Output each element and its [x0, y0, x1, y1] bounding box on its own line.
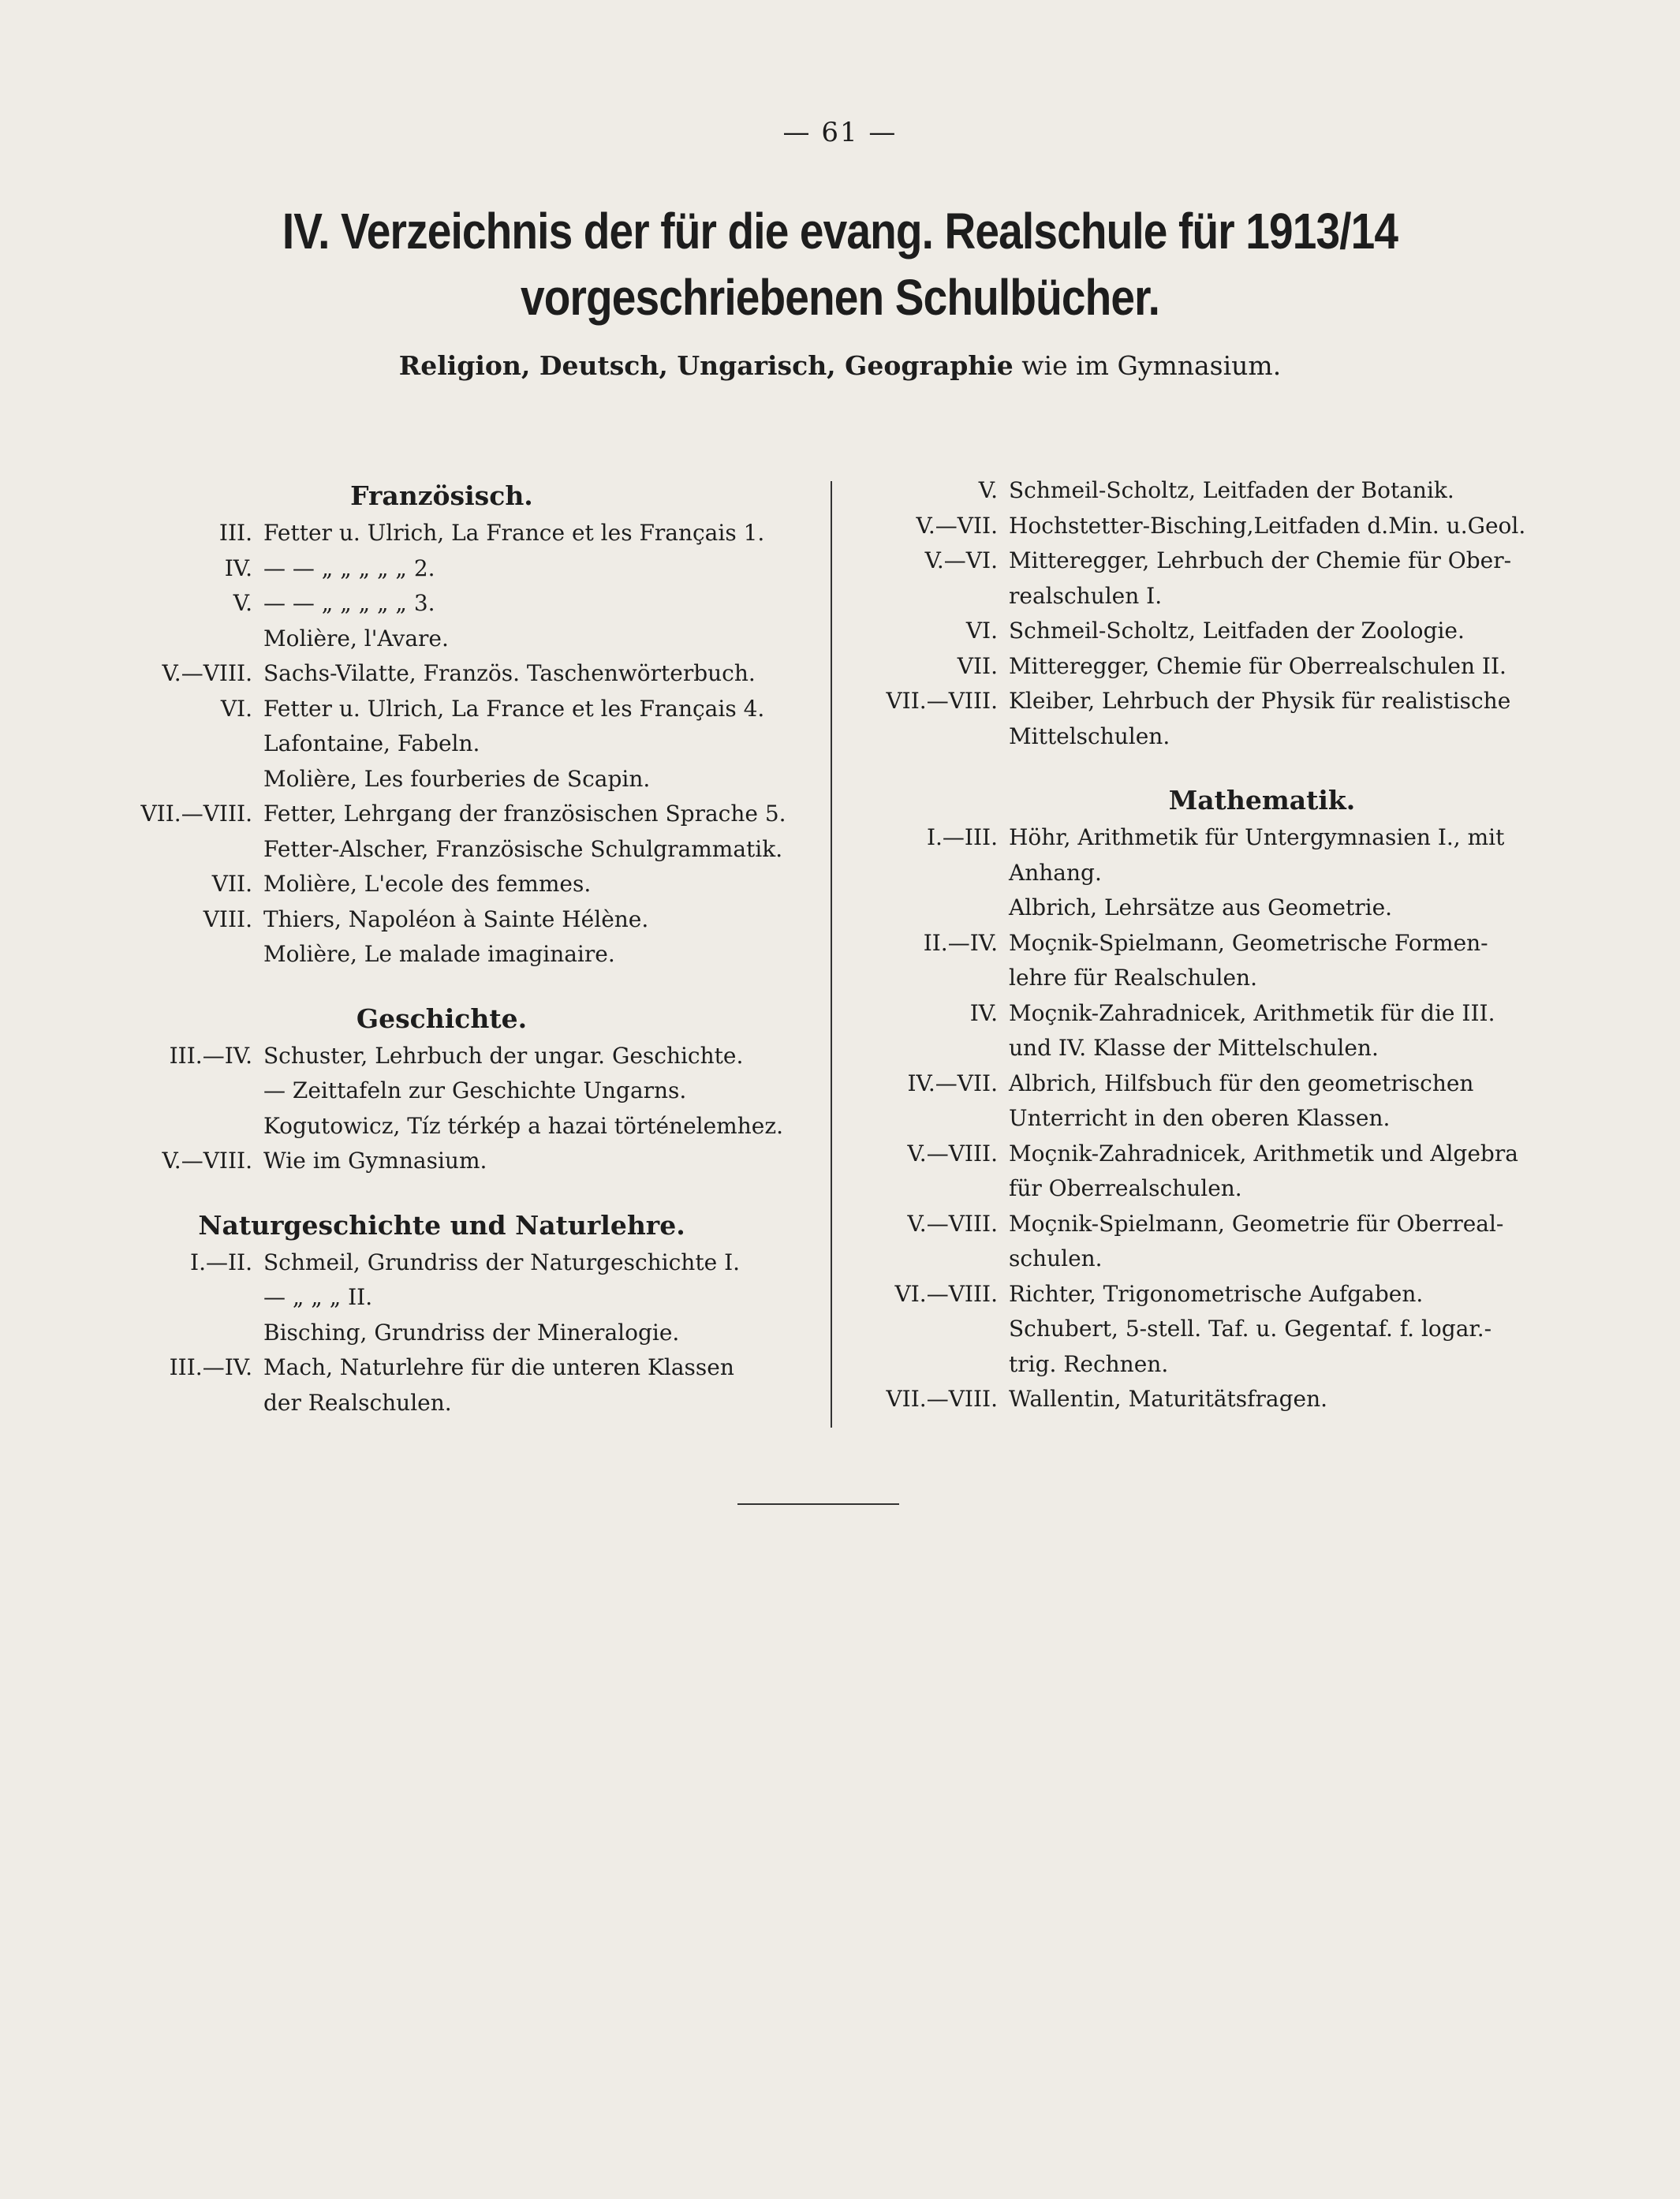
list-item — [848, 1277, 1574, 1312]
class-range: V.—VIII. — [907, 1210, 998, 1237]
class-range — [118, 622, 263, 657]
class-range: VI. — [965, 618, 998, 644]
subtitle-subjects: Religion, Deutsch, Ungarisch, Geographie — [398, 350, 1014, 381]
class-range — [848, 1312, 1009, 1382]
class-range: VI. — [220, 695, 252, 722]
list-item — [848, 926, 1574, 996]
class-range: V.—VIII. — [162, 660, 252, 686]
book-entry: Mitteregger, Lehrbuch der Chemie für Ober- realschulen I. — [1009, 547, 1512, 609]
title-line-2: vorgeschriebenen Schulbücher. — [520, 269, 1160, 326]
class-range: V.—VIII. — [162, 1148, 252, 1174]
class-range: VII. — [957, 652, 998, 679]
book-entry: Schuster, Lehrbuch der ungar. Geschichte. — [263, 1042, 744, 1069]
book-entry: Richter, Trigonometrische Aufgaben. — [1009, 1280, 1424, 1307]
book-entry: Schmeil-Scholtz, Leitfaden der Botanik. — [1009, 477, 1454, 503]
list-item — [848, 684, 1574, 754]
book-entry: Moçnik-Zahradnicek, Arithmetik und Algebra für Oberrealschulen. — [1009, 1140, 1518, 1201]
book-entry: Lafontaine, Fabeln. — [263, 730, 480, 756]
class-range: VII.—VIII. — [886, 1386, 998, 1412]
list-item — [118, 622, 812, 657]
end-rule — [737, 1503, 899, 1505]
section-geschichte — [118, 1039, 812, 1179]
book-entry: Bisching, Grundriss der Mineralogie. — [263, 1319, 680, 1346]
book-entry: Moçnik-Spielmann, Geometrie für Oberreal- schulen. — [1009, 1210, 1504, 1271]
class-range: II.—IV. — [923, 929, 998, 956]
class-range: VII.—VIII. — [886, 688, 998, 714]
class-range — [118, 726, 263, 762]
list-item — [118, 797, 812, 832]
list-item — [118, 902, 812, 938]
class-range — [118, 937, 263, 973]
book-entry: Schmeil-Scholtz, Leitfaden der Zoologie. — [1009, 618, 1465, 644]
list-item — [118, 1316, 812, 1351]
list-item — [118, 726, 812, 762]
section-natur — [118, 1245, 812, 1421]
class-range: V.—VI. — [924, 547, 998, 573]
class-range: V. — [978, 477, 998, 503]
list-item — [118, 516, 812, 551]
book-entry: — „ „ „ II. — [263, 1284, 373, 1310]
list-item — [118, 1073, 812, 1109]
book-entry: Molière, L'ecole des femmes. — [263, 871, 592, 897]
list-item — [118, 586, 812, 622]
book-entry: Mitteregger, Chemie für Oberrealschulen II. — [1009, 652, 1506, 679]
class-range — [118, 1073, 263, 1109]
class-range — [118, 762, 263, 797]
book-entry: Fetter u. Ulrich, La France et les Français 1. — [263, 520, 765, 546]
book-entry: Fetter, Lehrgang der französischen Sprache 5. — [263, 801, 786, 827]
book-entry: Fetter u. Ulrich, La France et les Français 4. — [263, 695, 765, 722]
class-range: IV.—VII. — [907, 1070, 998, 1096]
list-item — [848, 649, 1574, 685]
book-entry: Kleiber, Lehrbuch der Physik für realistische Mittelschulen. — [1009, 688, 1511, 749]
class-range — [848, 890, 1009, 926]
list-item — [118, 762, 812, 797]
list-item — [848, 820, 1574, 890]
book-entry: — — „ „ „ „ „ 2. — [263, 554, 435, 581]
list-item — [848, 473, 1574, 509]
class-range — [118, 1280, 263, 1316]
book-entry: Kogutowicz, Tíz térkép a hazai történelemhez. — [263, 1112, 783, 1139]
list-item — [118, 937, 812, 973]
class-range: I.—II. — [190, 1249, 252, 1275]
list-item — [848, 1207, 1574, 1277]
list-item — [848, 1382, 1574, 1417]
left-column — [118, 473, 812, 1421]
list-item — [118, 1039, 812, 1074]
book-entry: — — „ „ „ „ „ 3. — [263, 590, 435, 616]
list-item — [848, 543, 1574, 614]
list-item — [118, 1144, 812, 1179]
list-item — [848, 1312, 1574, 1382]
list-item — [118, 867, 812, 902]
subtitle — [0, 350, 1680, 381]
list-item — [118, 1350, 812, 1421]
column-divider — [831, 481, 832, 1428]
list-item — [848, 1066, 1574, 1137]
list-item — [118, 692, 812, 727]
class-range: IV. — [969, 999, 998, 1026]
list-item — [118, 656, 812, 692]
page-number: — 61 — — [782, 117, 898, 148]
class-range — [118, 1316, 263, 1351]
book-entry: Höhr, Arithmetik für Untergymnasien I., mit Anhang. — [1009, 824, 1505, 886]
list-item — [848, 890, 1574, 926]
list-item — [848, 1137, 1574, 1207]
class-range: III. — [218, 520, 252, 546]
book-entry: Hochstetter-Bisching,Leitfaden d.Min. u.Geol. — [1009, 512, 1526, 539]
section-natur-continued — [848, 473, 1574, 754]
book-entry: Albrich, Lehrsätze aus Geometrie. — [1009, 894, 1393, 920]
book-entry: Thiers, Napoléon à Sainte Hélène. — [263, 905, 649, 932]
class-range: III.—IV. — [169, 1354, 252, 1380]
class-range — [118, 1109, 263, 1144]
section-heading-franzoesisch: Französisch. — [350, 480, 533, 511]
list-item — [118, 1280, 812, 1316]
book-entry: Molière, Le malade imaginaire. — [263, 941, 615, 967]
class-range: V. — [233, 590, 252, 616]
class-range: I.—III. — [926, 824, 998, 850]
book-entry: Schmeil, Grundriss der Naturgeschichte I. — [263, 1249, 741, 1275]
book-entry: Fetter-Alscher, Französische Schulgrammatik. — [263, 835, 783, 862]
book-entry: Wie im Gymnasium. — [263, 1148, 487, 1174]
section-franzoesisch — [118, 516, 812, 973]
list-item — [118, 551, 812, 587]
book-entry: Schubert, 5-stell. Taf. u. Gegentaf. f. logar.- trig. Rechnen. — [1009, 1316, 1492, 1377]
book-entry: Sachs-Vilatte, Französ. Taschenwörterbuch. — [263, 660, 756, 686]
class-range: VIII. — [203, 905, 252, 932]
title-line-1: IV. Verzeichnis der für die evang. Realschule für 1913/14 — [282, 203, 1398, 259]
book-entry: Moçnik-Spielmann, Geometrische Formen- lehre für Realschulen. — [1009, 929, 1488, 991]
section-heading-geschichte: Geschichte. — [356, 1002, 528, 1034]
list-item — [848, 996, 1574, 1066]
list-item — [118, 832, 812, 868]
book-entry: Molière, Les fourberies de Scapin. — [263, 765, 651, 792]
subtitle-note: wie im Gymnasium. — [1013, 350, 1282, 381]
class-range: VII.—VIII. — [140, 801, 252, 827]
class-range: III.—IV. — [169, 1042, 252, 1069]
list-item — [848, 614, 1574, 649]
class-range: VII. — [211, 871, 252, 897]
section-heading-natur: Naturgeschichte und Naturlehre. — [198, 1209, 685, 1241]
book-entry: Moçnik-Zahradnicek, Arithmetik für die III. und IV. Klasse der Mittelschulen. — [1009, 999, 1495, 1061]
right-column — [848, 473, 1574, 1417]
book-entry: — Zeittafeln zur Geschichte Ungarns. — [263, 1077, 687, 1103]
class-range: IV. — [224, 554, 252, 581]
list-item — [848, 509, 1574, 544]
book-entry: Molière, l'Avare. — [263, 625, 449, 651]
class-range: VI.—VIII. — [894, 1280, 998, 1307]
class-range: V.—VIII. — [907, 1140, 998, 1167]
list-item — [118, 1245, 812, 1281]
book-entry: Mach, Naturlehre für die unteren Klassen der Realschulen. — [263, 1354, 734, 1416]
class-range — [118, 832, 263, 868]
list-item — [118, 1109, 812, 1144]
book-entry: Albrich, Hilfsbuch für den geometrischen Unterricht in den oberen Klassen. — [1009, 1070, 1474, 1131]
book-entry: Wallentin, Maturitätsfragen. — [1009, 1386, 1328, 1412]
class-range: V.—VII. — [916, 512, 998, 539]
section-mathematik — [848, 820, 1574, 1417]
section-heading-mathematik: Mathematik. — [1168, 785, 1356, 816]
